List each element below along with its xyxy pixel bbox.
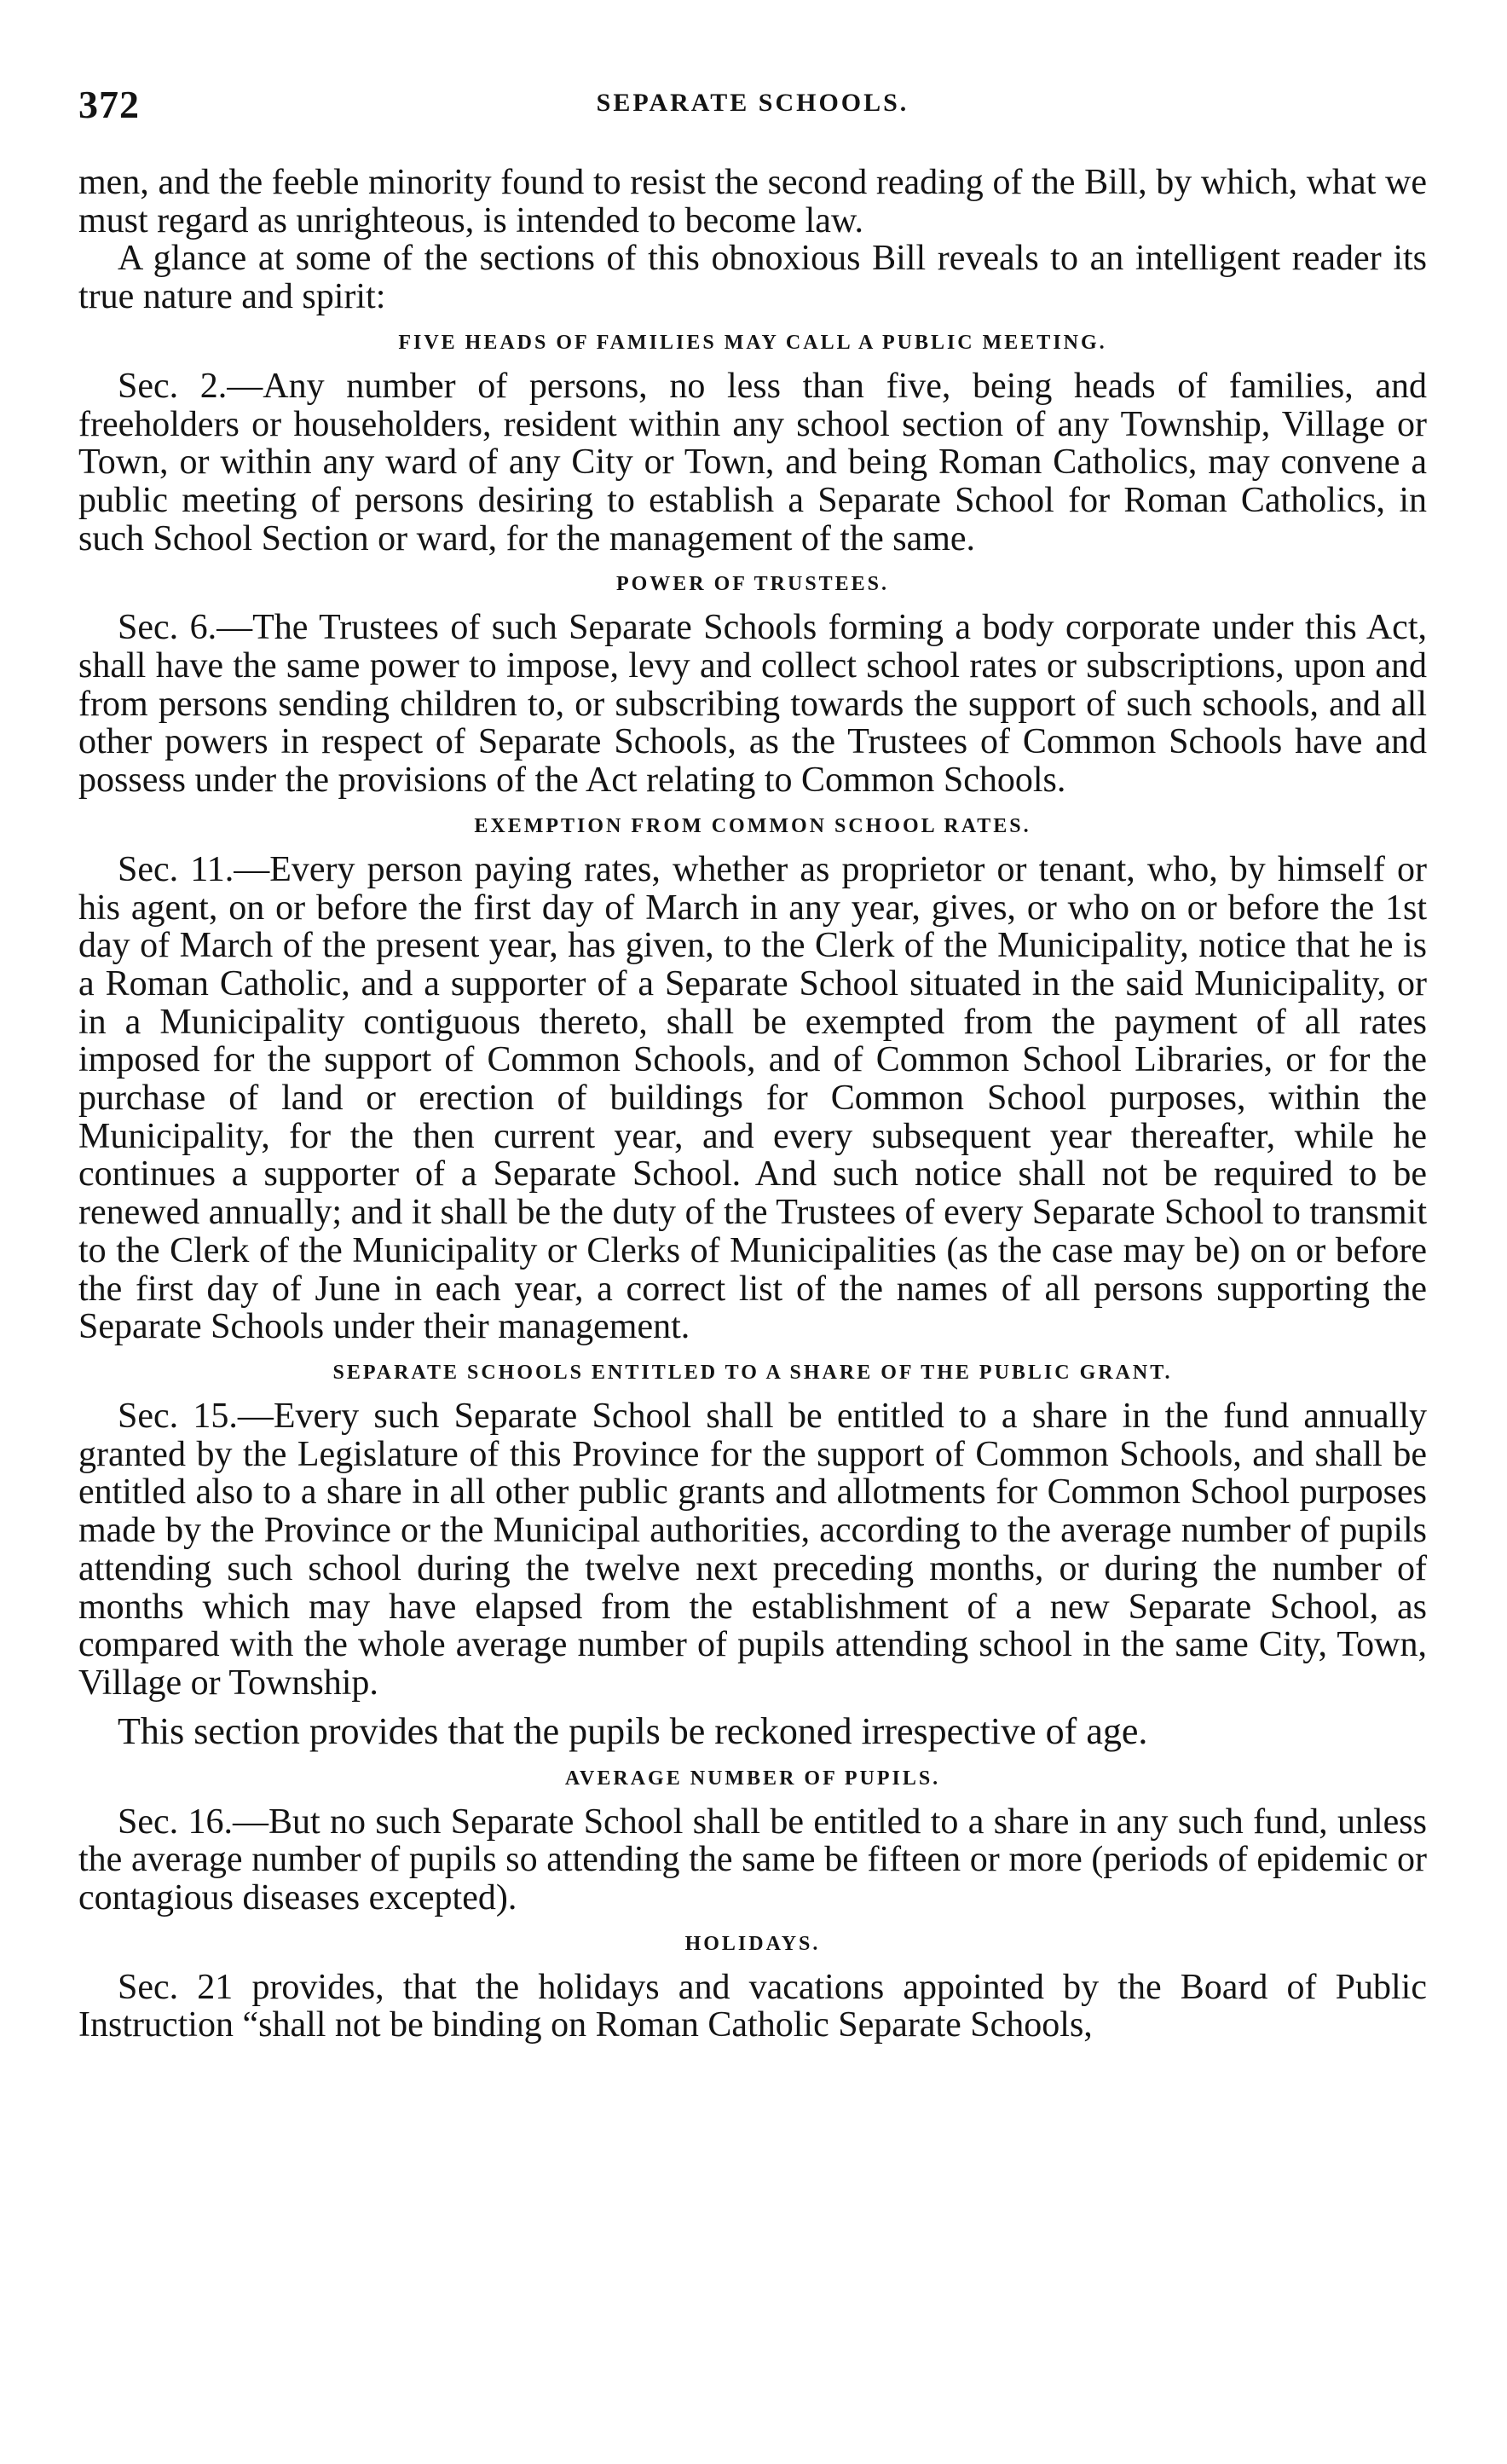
section-16-paragraph: Sec. 16.—But no such Separate School shall be entitled to a share in any such fund, unless the average number of pupils so attending the same be fifteen or more (periods of epidemic or contagious diseases excepted). xyxy=(78,1802,1427,1918)
section-heading-power-of-trustees: POWER OF TRUSTEES. xyxy=(615,573,890,596)
section-heading-holidays: HOLIDAYS. xyxy=(684,1932,821,1955)
commentary-note: This section provides that the pupils be reckoned irrespective of age. xyxy=(118,1709,1148,1752)
section-11-paragraph: Sec. 11.—Every person paying rates, whether as proprietor or tenant, who, by himself or his agent, on or before the first day of March in any year, gives, or who on or before the 1st day of March of the present year, has given, to the Clerk of the Municipality, notice that he is a Roman Catholic, and a supporter of a Separate School situated in the said Municipality, or in a Municipality contiguous thereto, shall be exempted from the payment of all rates imposed for the support of Common Schools, and of Common School Libraries, or for the purchase of land or erection of buildings for Common School purposes, within the Municipality, for the then current year, and every subsequent year thereafter, while he continues a supporter of a Separate School. And such notice shall not be required to be renewed annually; and it shall be the duty of the Trustees of every Separate School to transmit to the Clerk of the Municipality or Clerks of Municipalities (as the case may be) on or before the first day of June in each year, a correct list of the names of all persons supporting the Separate Schools under their management. xyxy=(78,849,1427,1347)
book-page xyxy=(78,82,1427,2045)
section-6-paragraph: Sec. 6.—The Trustees of such Separate Schools forming a body corporate under this Act, shall have the same power to impose, levy and collect school rates or subscriptions, upon and from persons sending children to, or subscribing towards the support of such schools, and all other powers in respect of Separate Schools, as the Trustees of Common Schools have and possess under the provisions of the Act relating to Common Schools. xyxy=(78,608,1427,801)
running-header xyxy=(78,82,1427,124)
section-21-paragraph: Sec. 21 provides, that the holidays and vacations appointed by the Board of Public Instruction “shall not be binding on Roman Catholic Separate Schools, xyxy=(78,1967,1427,2045)
running-title: SEPARATE SCHOOLS. xyxy=(596,89,909,117)
section-heading-average-pupils: AVERAGE NUMBER OF PUPILS. xyxy=(564,1767,941,1790)
section-2-paragraph: Sec. 2.—Any number of persons, no less than five, being heads of families, and freeholders or householders, resident within any school section of any Township, Village or Town, or within any ward of any City or Town, and being Roman Catholics, may convene a public meeting of persons desiring to establish a Separate School for Roman Catholics, in such School Section or ward, for the management of the same. xyxy=(78,366,1427,558)
intro-paragraph: A glance at some of the sections of this obnoxious Bill reveals to an intelligent reader its true nature and spirit: xyxy=(78,239,1427,317)
opening-paragraph: men, and the feeble minority found to resist the second reading of the Bill, by which, what we must regard as unrighteous, is intended to become law. xyxy=(78,163,1427,240)
section-heading-public-grant: SEPARATE SCHOOLS ENTITLED TO A SHARE OF THE PUBLIC GRANT. xyxy=(332,1361,1173,1384)
page-number: 372 xyxy=(78,83,140,126)
section-heading-public-meeting: FIVE HEADS OF FAMILIES MAY CALL A PUBLIC MEETING. xyxy=(398,331,1107,354)
section-heading-exemption: EXEMPTION FROM COMMON SCHOOL RATES. xyxy=(474,814,1031,837)
section-15-paragraph: Sec. 15.—Every such Separate School shall be entitled to a share in the fund annually granted by the Legislature of this Province for the support of Common Schools, and shall be entitled also to a share in all other public grants and allotments for Common School purposes made by the Province or the Municipal authorities, according to the average number of pupils attending such school during the twelve next preceding months, or during the number of months which may have elapsed from the establishment of a new Separate School, as compared with the whole average number of pupils attending school in the same City, Town, Village or Township. xyxy=(78,1396,1427,1703)
